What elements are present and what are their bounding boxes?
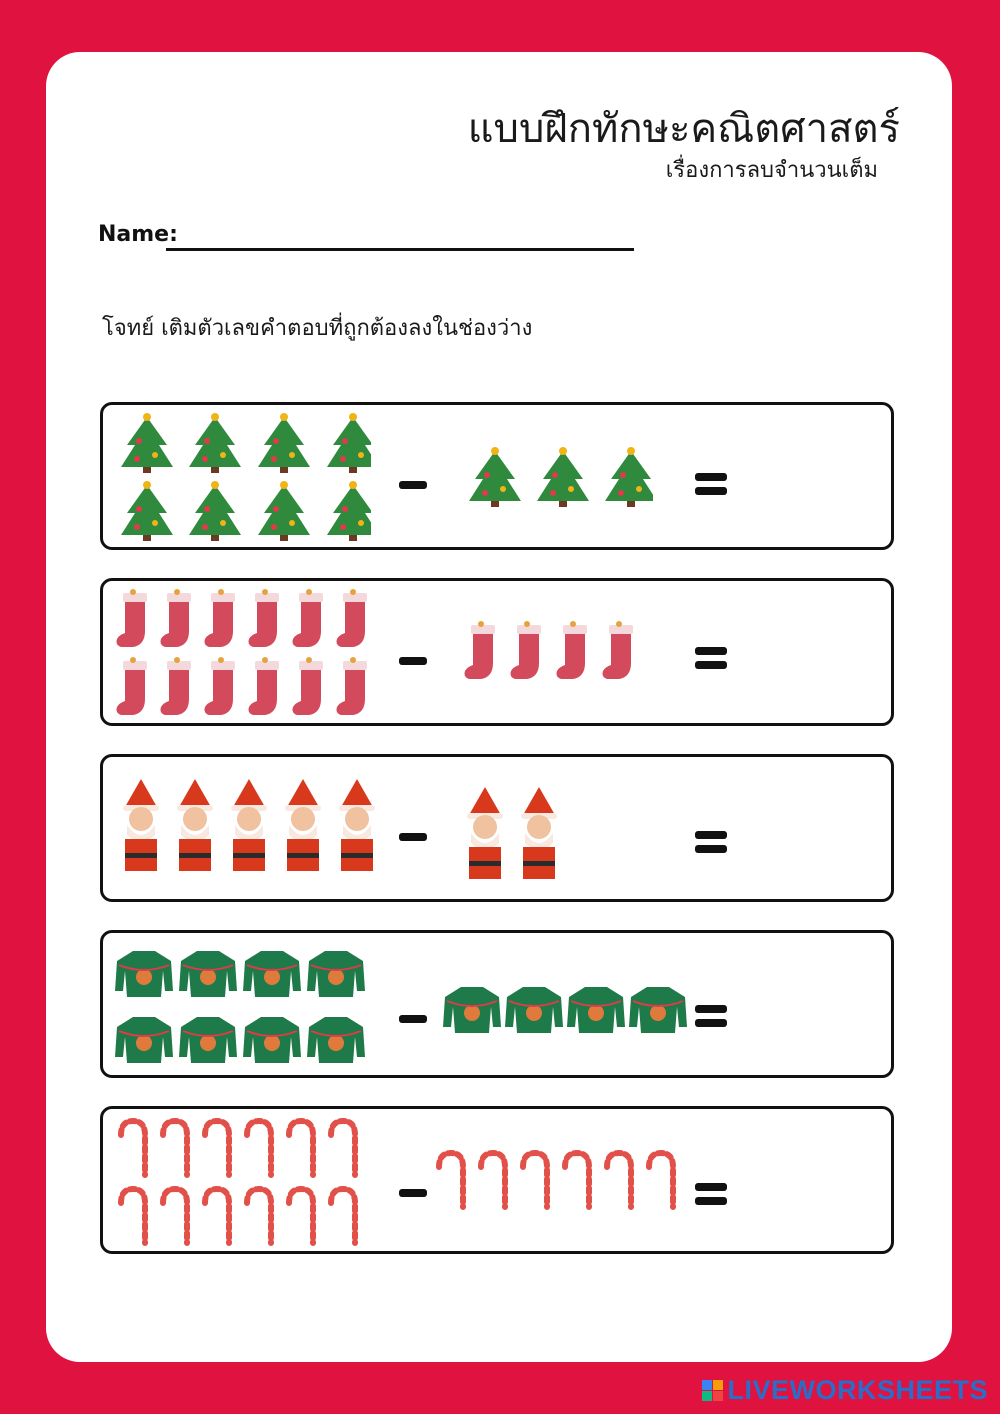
name-label: Name: <box>98 222 178 247</box>
equals-sign <box>695 473 727 495</box>
minus-sign <box>399 1189 427 1197</box>
minus-sign <box>399 657 427 665</box>
subtrahend-sweater-group <box>443 981 693 1037</box>
liveworksheets-logo-icon <box>702 1380 723 1401</box>
santa-icon <box>115 779 385 879</box>
problem-row-1 <box>100 402 894 550</box>
equals-sign <box>695 1005 727 1027</box>
minuend-stocking-group <box>115 589 377 723</box>
christmas-tree-icon <box>115 411 371 545</box>
equals-sign <box>695 831 727 853</box>
subtrahend-santa-group <box>459 787 569 887</box>
name-field[interactable] <box>166 248 634 251</box>
subtrahend-stocking-group <box>463 621 643 685</box>
minuend-santa-group <box>115 779 385 879</box>
subtrahend-tree-group <box>463 445 653 509</box>
footer-brand-text: LIVEWORKSHEETS <box>727 1375 988 1405</box>
equals-sign <box>695 1183 727 1205</box>
sweater-icon <box>115 945 371 1067</box>
problem-row-2 <box>100 578 894 726</box>
santa-icon <box>459 787 569 887</box>
minuend-sweater-group <box>115 945 371 1067</box>
instruction-text: โจทย์ เติมตัวเลขคำตอบที่ถูกต้องลงในช่องว่าง <box>102 316 533 341</box>
subtrahend-candy-cane-group <box>433 1149 693 1215</box>
minus-sign <box>399 481 427 489</box>
minuend-tree-group <box>115 411 371 545</box>
equals-sign <box>695 647 727 669</box>
footer-brand <box>702 1375 988 1406</box>
problem-row-5 <box>100 1106 894 1254</box>
minuend-candy-cane-group <box>115 1117 371 1251</box>
candy-cane-icon <box>433 1149 693 1215</box>
worksheet-page <box>46 52 952 1362</box>
christmas-tree-icon <box>463 445 653 509</box>
candy-cane-icon <box>115 1117 371 1251</box>
worksheet-title: แบบฝึกทักษะคณิตศาสตร์ <box>467 106 900 152</box>
sweater-icon <box>443 981 693 1037</box>
stocking-icon <box>115 589 377 723</box>
minus-sign <box>399 833 427 841</box>
worksheet-subtitle: เรื่องการลบจำนวนเต็ม <box>665 158 878 183</box>
minus-sign <box>399 1015 427 1023</box>
problem-row-3 <box>100 754 894 902</box>
stocking-icon <box>463 621 643 685</box>
problem-row-4 <box>100 930 894 1078</box>
